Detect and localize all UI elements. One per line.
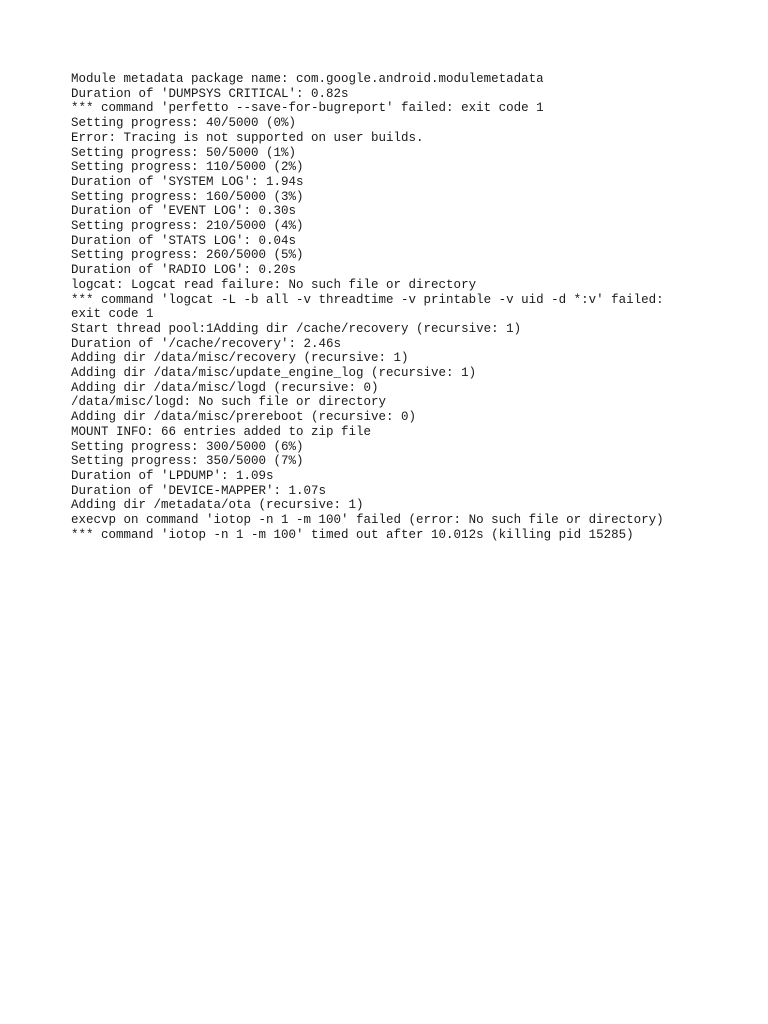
log-line: Setting progress: 160/5000 (3%): [71, 189, 304, 204]
log-line: Adding dir /data/misc/recovery (recursive: 1): [71, 351, 409, 366]
log-line: Module metadata package name: com.google.android.modulemetadata: [71, 72, 544, 86]
log-line: Start thread pool:1Adding dir /cache/recovery (recursive: 1): [71, 321, 522, 336]
log-line: Duration of 'RADIO LOG': 0.20s: [71, 263, 297, 278]
log-line: *** command 'perfetto --save-for-bugreport' failed: exit code 1: [71, 101, 544, 116]
log-line: Setting progress: 260/5000 (5%): [71, 248, 304, 263]
log-line: logcat: Logcat read failure: No such file or directory: [71, 277, 477, 292]
log-line: Duration of 'EVENT LOG': 0.30s: [71, 204, 297, 219]
log-line: Setting progress: 210/5000 (4%): [71, 219, 304, 234]
log-line: Setting progress: 110/5000 (2%): [71, 160, 304, 175]
log-line: /data/misc/logd: No such file or directory: [71, 395, 387, 410]
log-line: Duration of 'DEVICE-MAPPER': 1.07s: [71, 483, 327, 498]
log-line: Adding dir /metadata/ota (recursive: 1): [71, 498, 364, 513]
log-line: Setting progress: 350/5000 (7%): [71, 454, 304, 469]
log-line: Error: Tracing is not supported on user builds.: [71, 130, 424, 145]
log-line: *** command 'iotop -n 1 -m 100' timed out after 10.012s (killing pid 15285): [71, 527, 634, 542]
log-line: Adding dir /data/misc/update_engine_log (recursive: 1): [71, 366, 477, 381]
log-output: [71, 72, 711, 543]
log-line: Adding dir /data/misc/logd (recursive: 0): [71, 380, 379, 395]
log-line: MOUNT INFO: 66 entries added to zip file: [71, 424, 372, 439]
log-line: Setting progress: 40/5000 (0%): [71, 116, 297, 131]
log-line: Setting progress: 300/5000 (6%): [71, 439, 304, 454]
log-line: Duration of 'DUMPSYS CRITICAL': 0.82s: [71, 86, 349, 101]
log-line: exit code 1: [71, 307, 154, 322]
log-line: Setting progress: 50/5000 (1%): [71, 145, 297, 160]
log-line: execvp on command 'iotop -n 1 -m 100' failed (error: No such file or directory): [71, 513, 664, 528]
log-line: Duration of '/cache/recovery': 2.46s: [71, 336, 342, 351]
log-line: Duration of 'STATS LOG': 0.04s: [71, 233, 297, 248]
log-line: *** command 'logcat -L -b all -v threadtime -v printable -v uid -d *:v' failed:: [71, 292, 664, 307]
log-line: Duration of 'LPDUMP': 1.09s: [71, 468, 274, 483]
log-line: Duration of 'SYSTEM LOG': 1.94s: [71, 174, 304, 189]
log-line: Adding dir /data/misc/prereboot (recursive: 0): [71, 410, 417, 425]
